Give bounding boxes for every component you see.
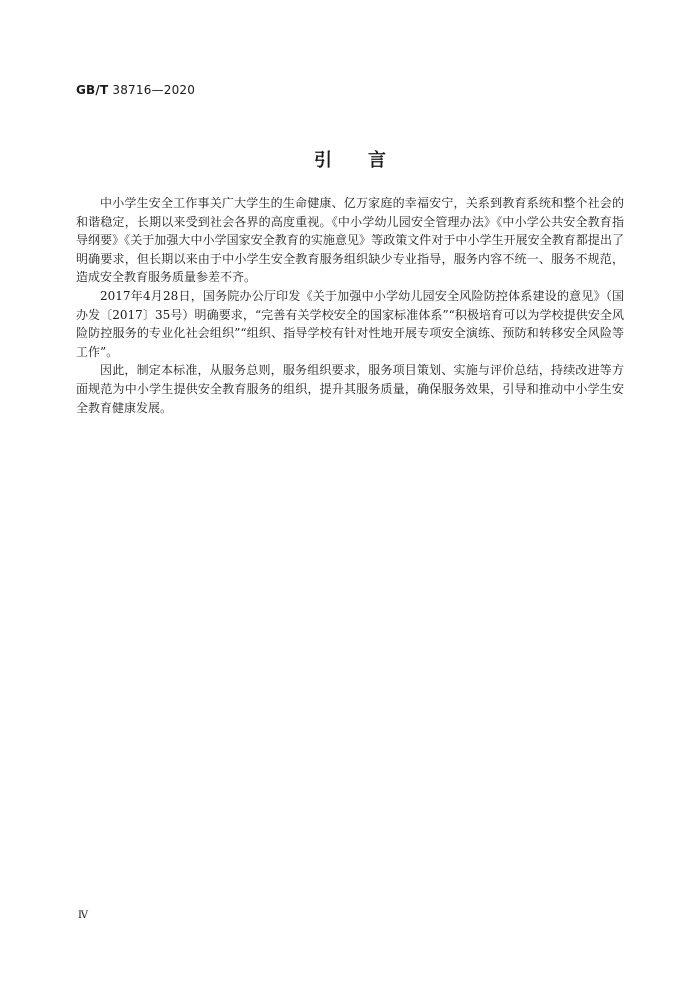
page-number: Ⅳ [78, 910, 88, 921]
page-title: 引言 [314, 150, 422, 171]
paragraph-3: 因此，制定本标准，从服务总则，服务组织要求，服务项目策划、实施与评价总结，持续改进等方面规范为中小学生提供安全教育服务的组织，提升其服务质量，确保服务效果，引导和推动中小学生安全教育健康发展。 [76, 363, 624, 415]
standard-number: 38716—2020 [112, 83, 196, 97]
standard-code [76, 83, 195, 97]
paragraph-1: 中小学生安全工作事关广大学生的生命健康、亿万家庭的幸福安宁，关系到教育系统和整个社会的和谐稳定，长期以来受到社会各界的高度重视。《中小学幼儿园安全管理办法》《中小学公共安全教育指导纲要》《关于加强大中小学国家安全教育的实施意见》等政策文件对于中小学生开展安全教育都提出了明确要求，但长期以来由于中小学生安全教育服务组织缺少专业指导，服务内容不统一、服务不规范，造成安全教育服务质量参差不齐。 [76, 196, 624, 285]
document-body [76, 194, 624, 417]
paragraph-2: 2017年4月28日，国务院办公厅印发《关于加强中小学幼儿园安全风险防控体系建设的意见》（国办发〔2017〕35号）明确要求，“完善有关学校安全的国家标准体系”“积极培育可以为学校提供安全风险防控服务的专业化社会组织”“组织、指导学校有针对性地开展专项安全演练、预防和转移安全风险等工作”。 [76, 288, 624, 359]
standard-prefix: GB/T [76, 83, 109, 97]
